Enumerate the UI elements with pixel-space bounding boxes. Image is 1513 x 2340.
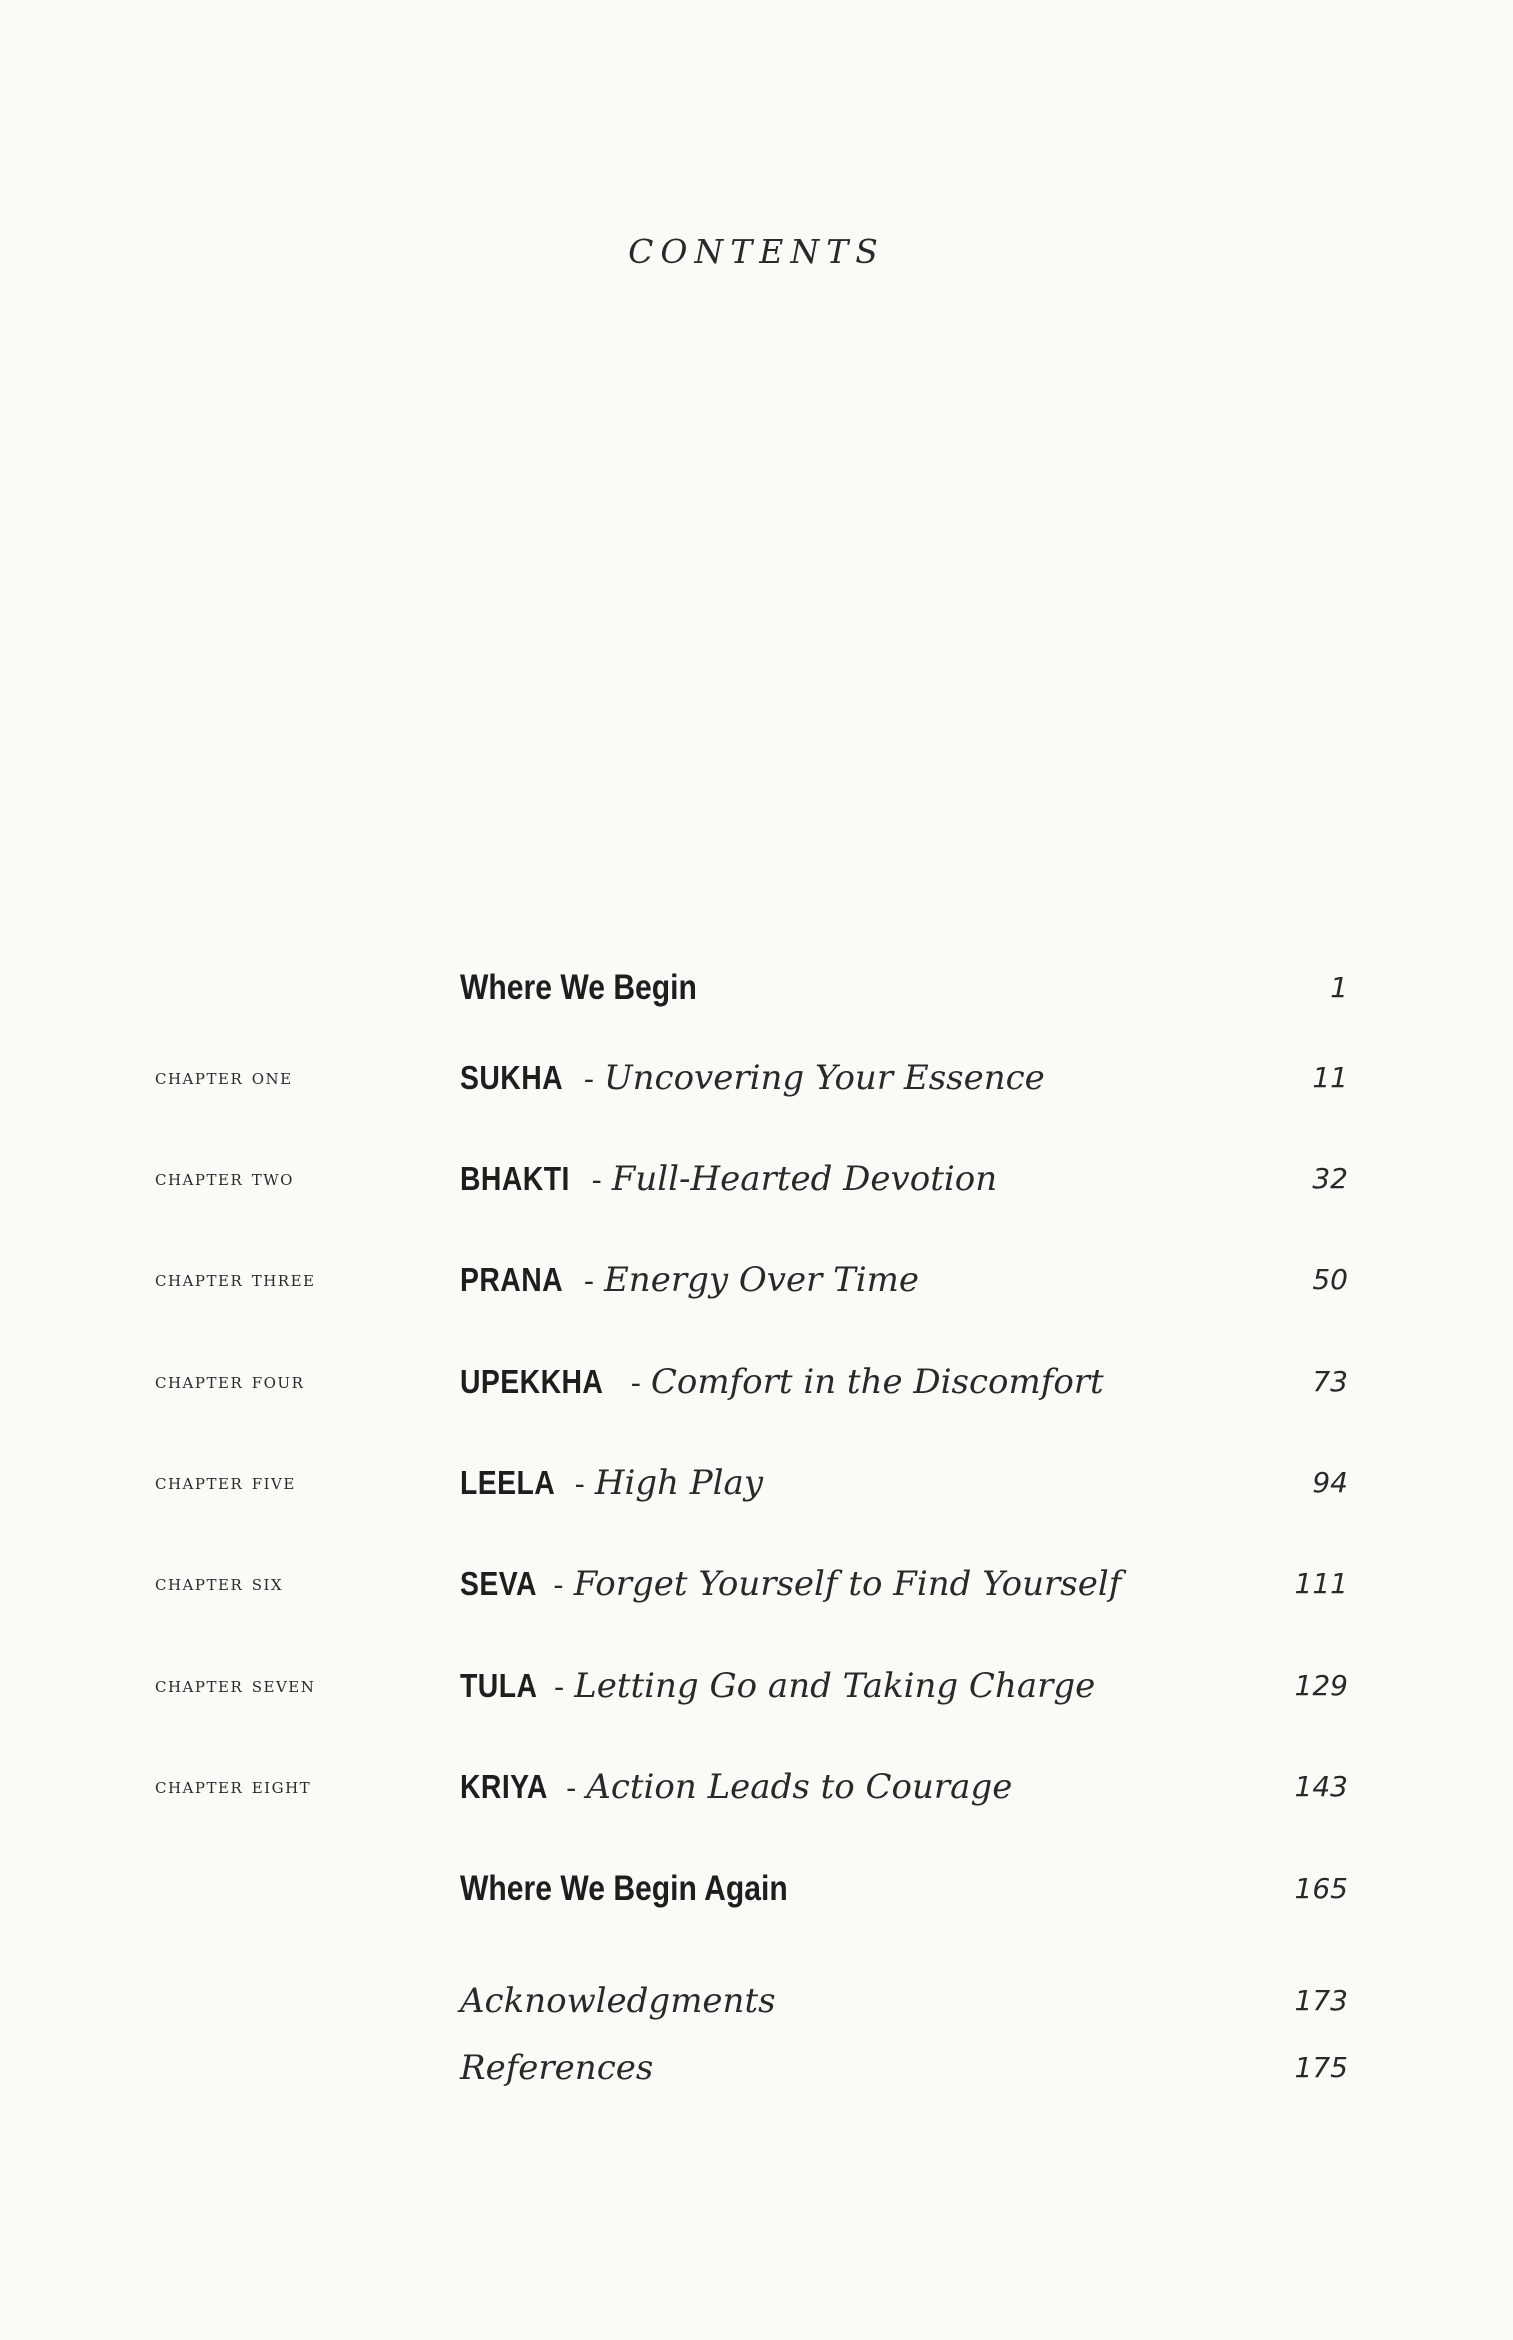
section-heading: Where We Begin bbox=[460, 968, 697, 1007]
entry-title bbox=[460, 1971, 776, 2038]
chapter-keyword: SEVA bbox=[460, 1565, 537, 1602]
separator: - bbox=[583, 1264, 594, 1299]
back-matter-title: References bbox=[460, 2048, 654, 2088]
toc-entry-outro[interactable] bbox=[0, 1859, 1513, 1919]
separator: - bbox=[583, 1062, 594, 1097]
page-number: 50 bbox=[1312, 1263, 1348, 1296]
chapter-subtitle: Forget Yourself to Find Yourself bbox=[573, 1564, 1122, 1604]
entry-title bbox=[460, 1048, 1045, 1115]
page-title: CONTENTS bbox=[628, 232, 885, 271]
toc-entry-chapter[interactable] bbox=[0, 1149, 1513, 1209]
entry-title bbox=[460, 1554, 1121, 1621]
page-number: 111 bbox=[1294, 1567, 1348, 1600]
toc-entry-chapter[interactable] bbox=[0, 1656, 1513, 1716]
chapter-keyword: LEELA bbox=[460, 1464, 556, 1501]
chapter-subtitle: Letting Go and Taking Charge bbox=[574, 1666, 1096, 1706]
toc-entry-back-matter[interactable] bbox=[0, 2038, 1513, 2098]
chapter-label: chapter five bbox=[155, 1470, 296, 1495]
page-number: 11 bbox=[1312, 1061, 1348, 1094]
entry-title bbox=[460, 1250, 919, 1317]
toc-entry-chapter[interactable] bbox=[0, 1048, 1513, 1108]
entry-title bbox=[460, 1149, 997, 1216]
chapter-subtitle: Energy Over Time bbox=[603, 1260, 920, 1300]
entry-title bbox=[460, 1656, 1095, 1723]
chapter-subtitle: High Play bbox=[594, 1463, 764, 1503]
chapter-label: chapter three bbox=[155, 1267, 316, 1292]
chapter-keyword: SUKHA bbox=[460, 1059, 564, 1096]
separator: - bbox=[553, 1568, 564, 1603]
separator: - bbox=[553, 1670, 565, 1705]
chapter-keyword: BHAKTI bbox=[460, 1160, 570, 1197]
toc-entry-chapter[interactable] bbox=[0, 1554, 1513, 1614]
chapter-label: chapter two bbox=[155, 1166, 294, 1191]
page-number: 173 bbox=[1294, 1984, 1348, 2017]
chapter-label: chapter seven bbox=[155, 1673, 316, 1698]
toc-entry-chapter[interactable] bbox=[0, 1352, 1513, 1412]
chapter-keyword: TULA bbox=[460, 1667, 538, 1704]
separator: - bbox=[566, 1771, 577, 1806]
chapter-subtitle: Full-Hearted Devotion bbox=[611, 1159, 998, 1199]
chapter-label: chapter eight bbox=[155, 1774, 312, 1799]
chapter-subtitle: Action Leads to Courage bbox=[586, 1767, 1013, 1807]
entry-title bbox=[460, 2038, 653, 2105]
entry-title bbox=[460, 1453, 763, 1520]
separator: - bbox=[630, 1366, 641, 1401]
chapter-keyword: PRANA bbox=[460, 1261, 564, 1298]
chapter-label: chapter four bbox=[155, 1369, 305, 1394]
toc-entry-chapter[interactable] bbox=[0, 1250, 1513, 1310]
separator: - bbox=[574, 1467, 585, 1502]
entry-title bbox=[460, 958, 736, 1025]
toc-entry-back-matter[interactable] bbox=[0, 1971, 1513, 2031]
page-number: 165 bbox=[1294, 1872, 1348, 1905]
page-number: 73 bbox=[1312, 1365, 1348, 1398]
chapter-keyword: UPEKKHA bbox=[460, 1363, 604, 1400]
chapter-keyword: KRIYA bbox=[460, 1768, 548, 1805]
entry-title bbox=[460, 1757, 1012, 1824]
section-heading: Where We Begin Again bbox=[460, 1869, 788, 1908]
toc-entry-chapter[interactable] bbox=[0, 1757, 1513, 1817]
toc-entry-chapter[interactable] bbox=[0, 1453, 1513, 1513]
chapter-subtitle: Uncovering Your Essence bbox=[603, 1058, 1045, 1098]
separator: - bbox=[591, 1163, 602, 1198]
chapter-subtitle: Comfort in the Discomfort bbox=[650, 1362, 1104, 1402]
page-number: 143 bbox=[1294, 1770, 1348, 1803]
page-number: 175 bbox=[1294, 2051, 1348, 2084]
page-number: 94 bbox=[1312, 1466, 1348, 1499]
entry-title bbox=[460, 1352, 1104, 1419]
chapter-label: chapter six bbox=[155, 1571, 284, 1596]
page-number: 1 bbox=[1330, 971, 1348, 1004]
toc-entry-intro[interactable] bbox=[0, 958, 1513, 1018]
chapter-label: chapter one bbox=[155, 1065, 293, 1090]
page-number: 32 bbox=[1312, 1162, 1348, 1195]
entry-title bbox=[460, 1859, 841, 1926]
back-matter-title: Acknowledgments bbox=[460, 1981, 776, 2021]
page-number: 129 bbox=[1294, 1669, 1348, 1702]
